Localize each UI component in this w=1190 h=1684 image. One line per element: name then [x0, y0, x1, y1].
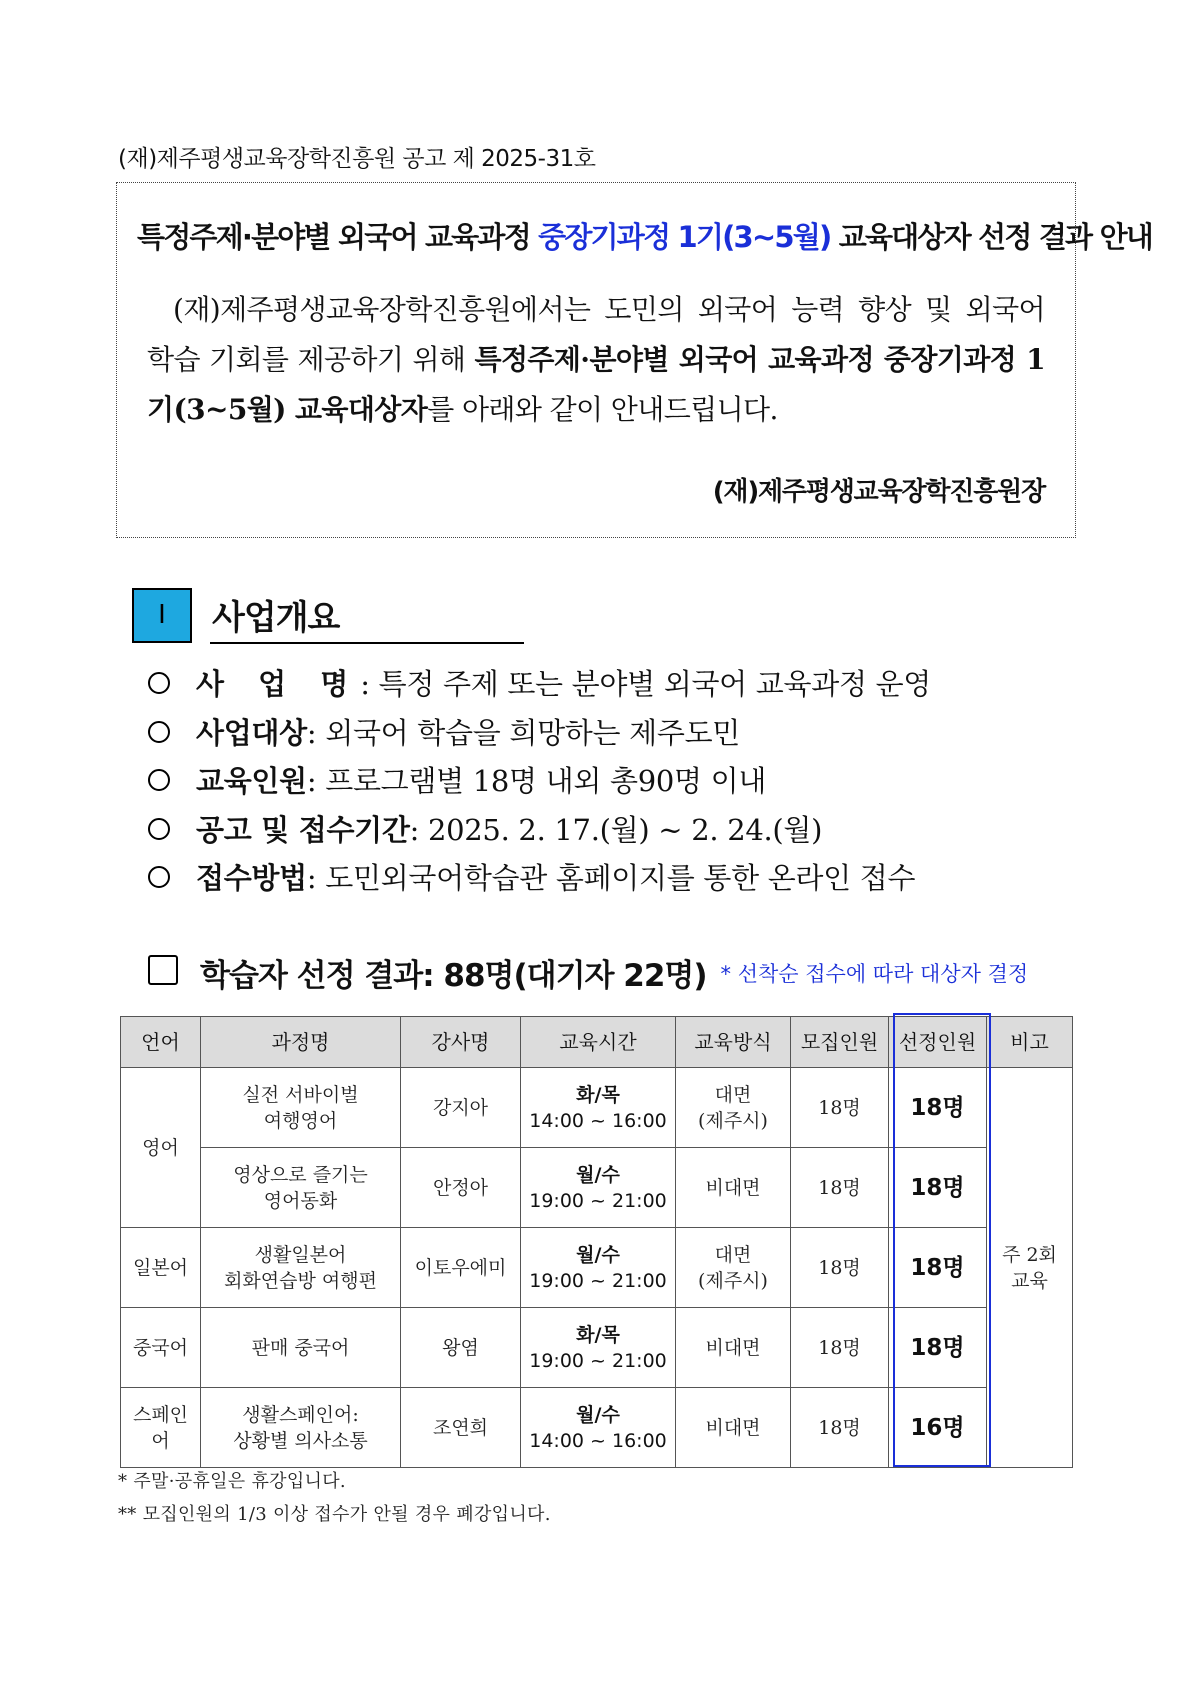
course-cell: 실전 서바이벌 여행영어	[201, 1068, 401, 1148]
time-cell: 월/수 19:00 ~ 21:00	[521, 1228, 676, 1308]
section-number-badge: Ⅰ	[132, 588, 192, 643]
list-item: 사 업 명: 특정 주제 또는 분야별 외국어 교육과정 운영	[148, 660, 931, 709]
method-cell: 대면 (제주시)	[676, 1068, 791, 1148]
footnote-1: * 주말·공휴일은 휴강입니다.	[118, 1471, 346, 1492]
overview-list	[148, 660, 931, 903]
course-cell: 판매 중국어	[201, 1308, 401, 1388]
notice-number: (재)제주평생교육장학진흥원 공고 제 2025-31호	[118, 146, 596, 172]
title-highlight: 중장기과정 1기(3~5월)	[538, 220, 831, 254]
lang-cell: 스페인 어	[121, 1388, 201, 1468]
time-cell: 월/수 19:00 ~ 21:00	[521, 1148, 676, 1228]
header-cell: 강사명	[401, 1017, 521, 1068]
teacher-cell: 강지아	[401, 1068, 521, 1148]
time-cell: 화/목 19:00 ~ 21:00	[521, 1308, 676, 1388]
footnote-2: ** 모집인원의 1/3 이상 접수가 안될 경우 폐강입니다.	[118, 1504, 551, 1525]
header-cell: 교육방식	[676, 1017, 791, 1068]
result-note: * 선착순 접수에 따라 대상자 결정	[720, 961, 1029, 986]
recruit-cell: 18명	[791, 1228, 889, 1308]
method-cell: 비대면	[676, 1388, 791, 1468]
method-cell: 비대면	[676, 1148, 791, 1228]
list-item: 사업대상: 외국어 학습을 희망하는 제주도민	[148, 709, 931, 758]
notice-signature: (재)제주평생교육장학진흥원장	[712, 477, 1045, 507]
result-title: 학습자 선정 결과: 88명(대기자 22명)	[200, 958, 707, 994]
header-cell: 교육시간	[521, 1017, 676, 1068]
teacher-cell: 조연희	[401, 1388, 521, 1468]
circle-bullet-icon	[148, 769, 170, 791]
notice-title: 특정주제·분야별 외국어 교육과정 중장기과정 1기(3~5월) 교육대상자 선정 결과 안내	[137, 220, 1152, 254]
course-cell: 영상으로 즐기는 영어동화	[201, 1148, 401, 1228]
circle-bullet-icon	[148, 721, 170, 743]
header-cell: 비고	[987, 1017, 1073, 1068]
notice-body: (재)제주평생교육장학진흥원에서는 도민의 외국어 능력 향상 및 외국어 학습 기회를 제공하기 위해 특정주제·분야별 외국어 교육과정 중장기과정 1기(3~5월) 교육대상자를 아래와 같이 안내드립니다.	[147, 293, 1045, 426]
selected-cell: 16명	[889, 1388, 987, 1468]
lang-cell: 영어	[121, 1068, 201, 1228]
circle-bullet-icon	[148, 818, 170, 840]
selected-cell: 18명	[889, 1228, 987, 1308]
table-row	[121, 1068, 1073, 1148]
table-header-row	[121, 1017, 1073, 1068]
header-cell: 언어	[121, 1017, 201, 1068]
list-item: 공고 및 접수기간: 2025. 2. 17.(월) ~ 2. 24.(월)	[148, 806, 931, 855]
teacher-cell: 안정아	[401, 1148, 521, 1228]
notice-box	[116, 182, 1152, 538]
course-cell: 생활일본어 회화연습방 여행편	[201, 1228, 401, 1308]
table-row	[121, 1228, 1073, 1308]
table-row	[121, 1308, 1073, 1388]
section-underline	[210, 642, 524, 644]
lang-cell: 일본어	[121, 1228, 201, 1308]
selected-cell: 18명	[889, 1308, 987, 1388]
recruit-cell: 18명	[791, 1068, 889, 1148]
selection-table	[120, 1016, 1073, 1468]
teacher-cell: 이토우에미	[401, 1228, 521, 1308]
circle-bullet-icon	[148, 866, 170, 888]
recruit-cell: 18명	[791, 1148, 889, 1228]
header-cell: 선정인원	[889, 1017, 987, 1068]
section-title: 사업개요	[212, 598, 340, 638]
remark-cell: 주 2회 교육	[987, 1068, 1073, 1468]
course-cell: 생활스페인어: 상황별 의사소통	[201, 1388, 401, 1468]
selected-cell: 18명	[889, 1148, 987, 1228]
header-cell: 모집인원	[791, 1017, 889, 1068]
recruit-cell: 18명	[791, 1308, 889, 1388]
time-cell: 화/목 14:00 ~ 16:00	[521, 1068, 676, 1148]
teacher-cell: 왕염	[401, 1308, 521, 1388]
recruit-cell: 18명	[791, 1388, 889, 1468]
checkbox-square-icon	[148, 955, 178, 985]
header-cell: 과정명	[201, 1017, 401, 1068]
table-row	[121, 1148, 1073, 1228]
list-item: 교육인원: 프로그램별 18명 내외 총90명 이내	[148, 757, 931, 806]
method-cell: 대면 (제주시)	[676, 1228, 791, 1308]
selected-cell: 18명	[889, 1068, 987, 1148]
method-cell: 비대면	[676, 1308, 791, 1388]
circle-bullet-icon	[148, 672, 170, 694]
list-item: 접수방법: 도민외국어학습관 홈페이지를 통한 온라인 접수	[148, 854, 931, 903]
time-cell: 월/수 14:00 ~ 16:00	[521, 1388, 676, 1468]
result-heading	[148, 950, 1028, 995]
lang-cell: 중국어	[121, 1308, 201, 1388]
table-row	[121, 1388, 1073, 1468]
